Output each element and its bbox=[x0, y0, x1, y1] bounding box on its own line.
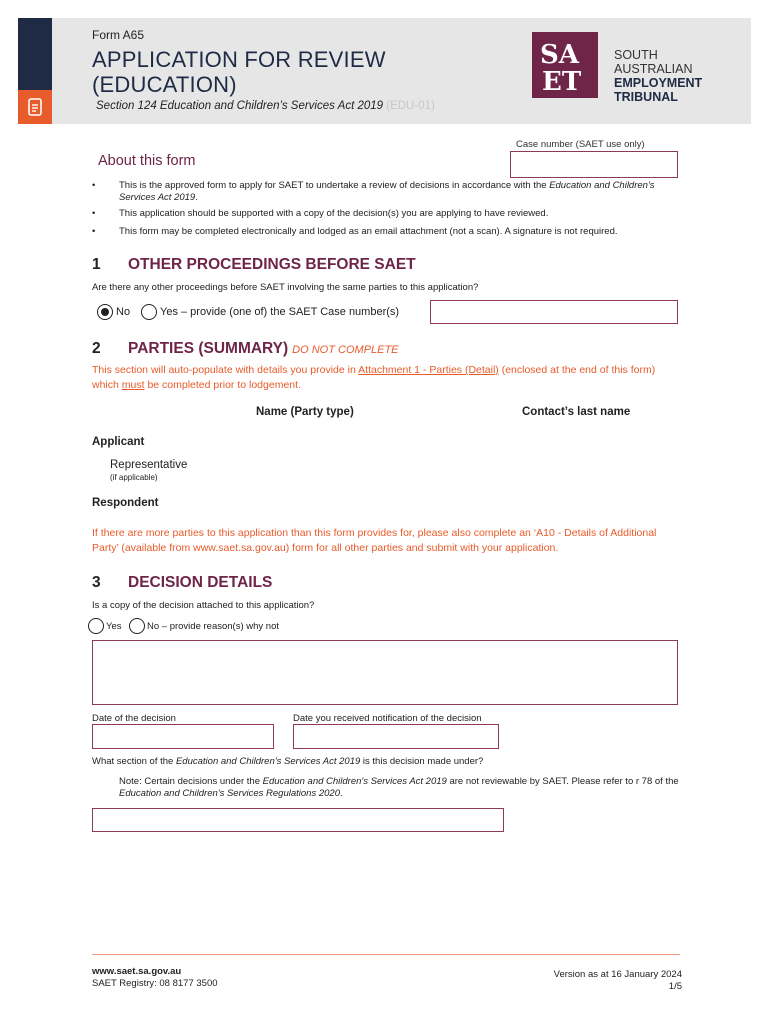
footer-contact bbox=[92, 966, 218, 990]
form-title: APPLICATION FOR REVIEW (EDUCATION) bbox=[92, 47, 386, 97]
document-icon[interactable] bbox=[18, 90, 52, 124]
logo-wordmark: SOUTH AUSTRALIAN EMPLOYMENT TRIBUNAL bbox=[614, 48, 703, 104]
do-not-complete-flag: DO NOT COMPLETE bbox=[292, 344, 399, 356]
reviewability-note: Note: Certain decisions under the Education and Children's Services Act 2019 are not reviewable by SAET. Please refer to r 78 of the Education and Children's Services Regulations 2020. bbox=[119, 776, 679, 799]
saet-case-numbers-field[interactable] bbox=[430, 300, 678, 324]
case-number-field[interactable] bbox=[510, 151, 678, 178]
svg-text:ET: ET bbox=[542, 67, 582, 94]
svg-text:SA: SA bbox=[540, 40, 579, 70]
about-bullet: • This is the approved form to apply for SAET to undertake a review of decisions in accordance with the Education and Children's Services Act 2019. bbox=[92, 180, 676, 204]
about-bullet: • This form may be completed electronically and lodged as an email attachment (not a scan). A signature is not required. bbox=[92, 226, 676, 238]
saet-logo bbox=[532, 32, 598, 98]
about-heading: About this form bbox=[98, 153, 196, 169]
applicant-label: Applicant bbox=[92, 436, 145, 448]
about-bullets bbox=[92, 180, 676, 242]
section-2-title: PARTIES (SUMMARY) DO NOT COMPLETE bbox=[128, 340, 399, 357]
registry-phone: SAET Registry: 08 8177 3500 bbox=[92, 978, 218, 989]
parties-info-text: This section will auto-populate with details you provide in Attachment 1 - Parties (Detail) (enclosed at the end of this form) which must be completed prior to lodgement. bbox=[92, 364, 656, 391]
radio-decision-attached-no[interactable] bbox=[129, 618, 145, 634]
date-notified-field[interactable] bbox=[293, 724, 499, 749]
section-3-number: 3 bbox=[92, 574, 101, 591]
respondent-label: Respondent bbox=[92, 497, 159, 509]
radio-yes-label: Yes bbox=[106, 621, 122, 632]
radio-decision-attached-yes[interactable] bbox=[88, 618, 104, 634]
section-1-question: Are there any other proceedings before SAET involving the same parties to this application? bbox=[92, 282, 479, 293]
radio-yes-proceedings[interactable] bbox=[141, 304, 157, 320]
footer-divider bbox=[92, 954, 680, 955]
column-header-name: Name (Party type) bbox=[256, 406, 354, 418]
representative-note: (if applicable) bbox=[110, 473, 158, 482]
case-number-label: Case number (SAET use only) bbox=[516, 139, 645, 150]
side-rail bbox=[18, 18, 52, 90]
radio-no-label: No – provide reason(s) why not bbox=[147, 621, 280, 632]
page-number: 1/5 bbox=[668, 981, 682, 992]
act-section-question: What section of the Education and Children’s Services Act 2019 is this decision made under? bbox=[92, 756, 484, 767]
additional-party-note: If there are more parties to this application than this form provides for, please also complete an ‘A10 - Details of Additional Party’ (available from www.saet.sa.gov.au) form for all other parties and submit with your application. bbox=[92, 527, 657, 554]
act-section-field[interactable] bbox=[92, 808, 504, 832]
website-link[interactable]: www.saet.sa.gov.au bbox=[92, 966, 182, 977]
radio-yes-label: Yes – provide (one of) the SAET Case number(s) bbox=[160, 306, 400, 318]
section-1-title: OTHER PROCEEDINGS BEFORE SAET bbox=[128, 256, 416, 273]
attachment-1-link[interactable]: Attachment 1 - Parties (Detail) bbox=[358, 364, 499, 376]
form-subtitle: Section 124 Education and Children’s Services Act 2019 (EDU-01) bbox=[96, 100, 435, 112]
form-header bbox=[52, 18, 751, 124]
reasons-textarea[interactable] bbox=[92, 640, 678, 705]
date-notified-label: Date you received notification of the decision bbox=[293, 713, 482, 724]
about-bullet: • This application should be supported with a copy of the decision(s) you are applying to have reviewed. bbox=[92, 208, 676, 220]
column-header-contact: Contact’s last name bbox=[522, 406, 631, 418]
section-2-number: 2 bbox=[92, 340, 101, 357]
section-3-question: Is a copy of the decision attached to this application? bbox=[92, 600, 315, 611]
footer-version: Version as at 16 January 2024 1/5 bbox=[553, 969, 682, 992]
representative-label: Representative bbox=[110, 459, 188, 471]
form-code: Form A65 bbox=[92, 28, 145, 42]
radio-no-label: No bbox=[116, 306, 131, 318]
date-decision-field[interactable] bbox=[92, 724, 274, 749]
section-3-title: DECISION DETAILS bbox=[128, 574, 273, 591]
date-decision-label: Date of the decision bbox=[92, 713, 176, 724]
radio-no-proceedings[interactable] bbox=[97, 304, 113, 320]
section-1-number: 1 bbox=[92, 256, 101, 273]
